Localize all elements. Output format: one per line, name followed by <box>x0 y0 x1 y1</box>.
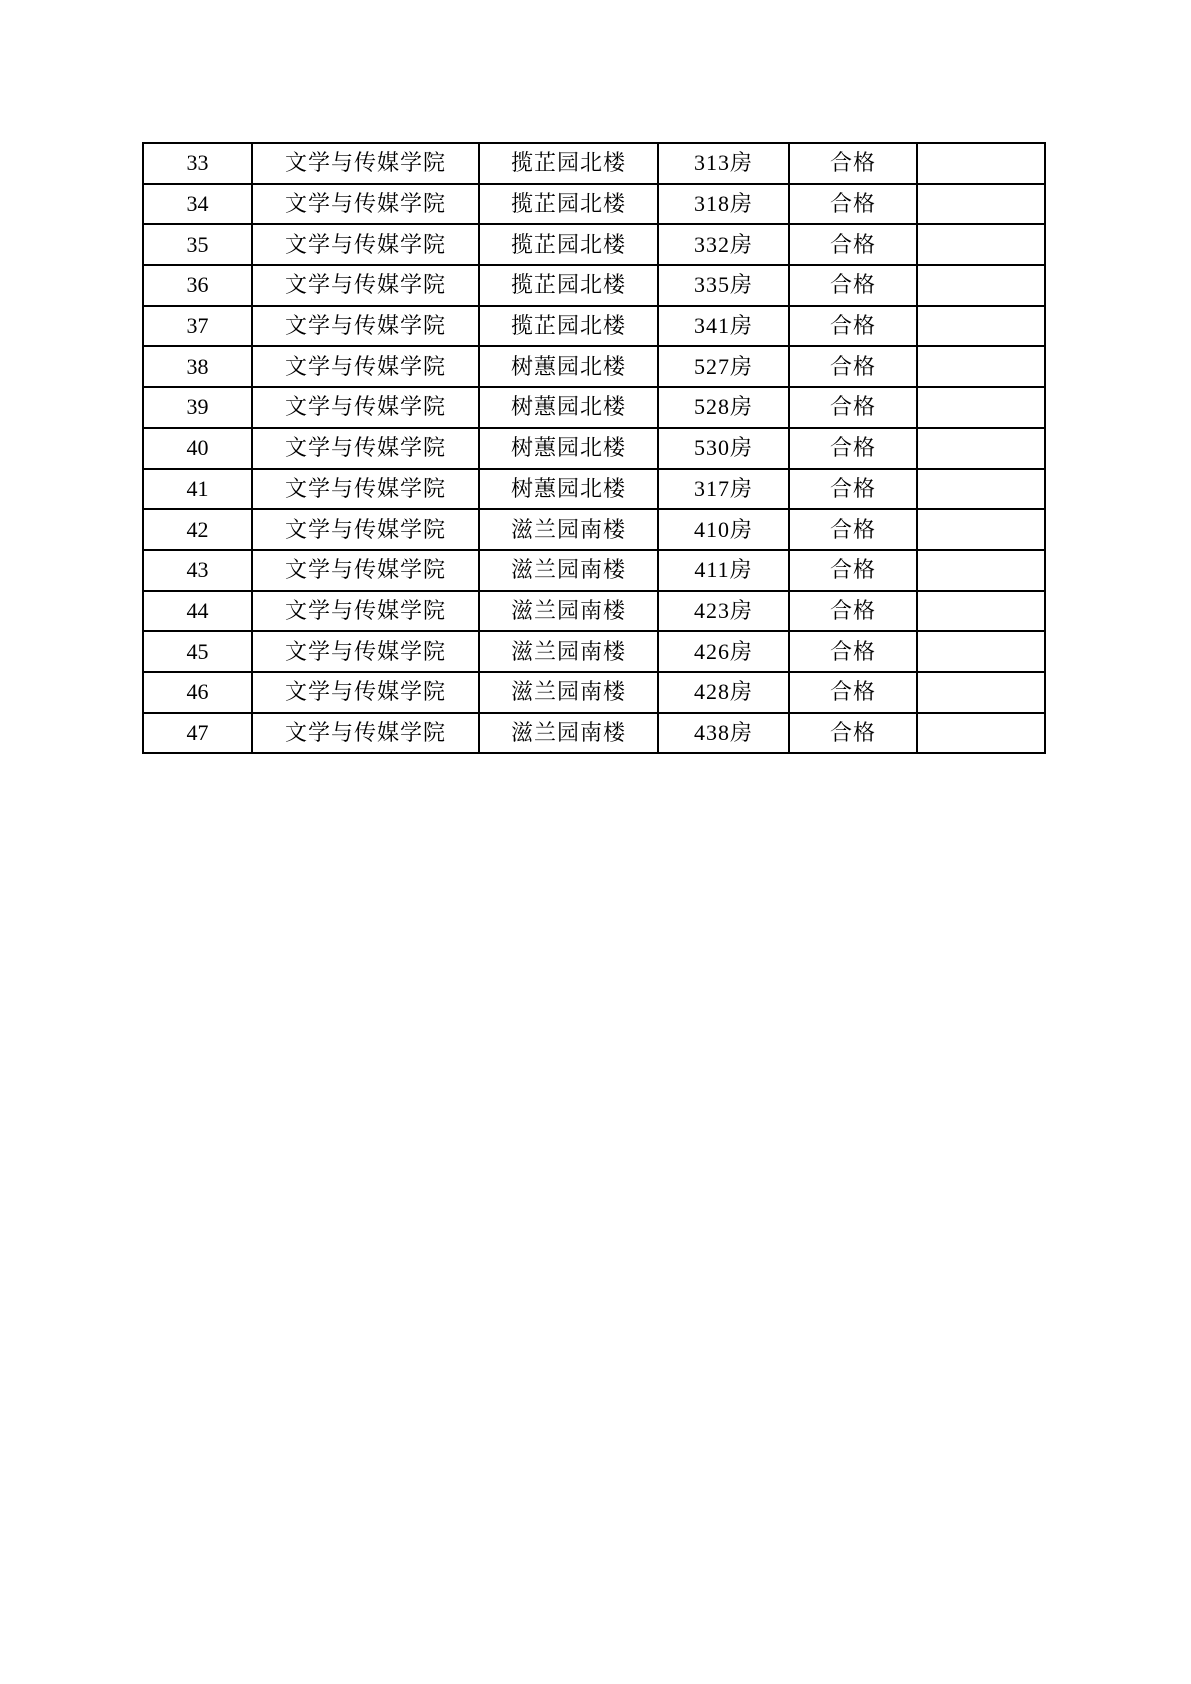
room-cell: 313房 <box>658 143 789 184</box>
table-row <box>143 509 1045 550</box>
college-cell: 文学与传媒学院 <box>252 346 479 387</box>
inspection-results-table <box>142 142 1046 754</box>
row-number-cell: 37 <box>143 306 252 347</box>
table-row <box>143 184 1045 225</box>
building-cell: 揽芷园北楼 <box>479 306 658 347</box>
result-cell: 合格 <box>789 509 917 550</box>
note-cell <box>917 143 1045 184</box>
row-number-cell: 45 <box>143 631 252 672</box>
result-cell: 合格 <box>789 346 917 387</box>
room-cell: 527房 <box>658 346 789 387</box>
row-number-cell: 34 <box>143 184 252 225</box>
result-cell: 合格 <box>789 550 917 591</box>
table-row <box>143 672 1045 713</box>
table-row <box>143 265 1045 306</box>
row-number-cell: 38 <box>143 346 252 387</box>
result-cell: 合格 <box>789 306 917 347</box>
note-cell <box>917 387 1045 428</box>
college-cell: 文学与传媒学院 <box>252 387 479 428</box>
table-row <box>143 469 1045 510</box>
row-number-cell: 41 <box>143 469 252 510</box>
note-cell <box>917 713 1045 754</box>
college-cell: 文学与传媒学院 <box>252 306 479 347</box>
room-cell: 318房 <box>658 184 789 225</box>
note-cell <box>917 509 1045 550</box>
row-number-cell: 36 <box>143 265 252 306</box>
result-cell: 合格 <box>789 265 917 306</box>
table-row <box>143 428 1045 469</box>
row-number-cell: 42 <box>143 509 252 550</box>
result-cell: 合格 <box>789 143 917 184</box>
row-number-cell: 40 <box>143 428 252 469</box>
table-row <box>143 306 1045 347</box>
room-cell: 438房 <box>658 713 789 754</box>
table-body <box>143 143 1045 753</box>
result-cell: 合格 <box>789 469 917 510</box>
college-cell: 文学与传媒学院 <box>252 143 479 184</box>
result-cell: 合格 <box>789 713 917 754</box>
college-cell: 文学与传媒学院 <box>252 224 479 265</box>
table-row <box>143 224 1045 265</box>
room-cell: 423房 <box>658 591 789 632</box>
college-cell: 文学与传媒学院 <box>252 631 479 672</box>
room-cell: 335房 <box>658 265 789 306</box>
result-cell: 合格 <box>789 387 917 428</box>
building-cell: 树蕙园北楼 <box>479 346 658 387</box>
building-cell: 滋兰园南楼 <box>479 631 658 672</box>
building-cell: 树蕙园北楼 <box>479 469 658 510</box>
building-cell: 揽芷园北楼 <box>479 184 658 225</box>
college-cell: 文学与传媒学院 <box>252 469 479 510</box>
room-cell: 426房 <box>658 631 789 672</box>
building-cell: 滋兰园南楼 <box>479 672 658 713</box>
building-cell: 滋兰园南楼 <box>479 591 658 632</box>
result-cell: 合格 <box>789 224 917 265</box>
college-cell: 文学与传媒学院 <box>252 428 479 469</box>
table-row <box>143 631 1045 672</box>
note-cell <box>917 224 1045 265</box>
room-cell: 528房 <box>658 387 789 428</box>
building-cell: 滋兰园南楼 <box>479 550 658 591</box>
row-number-cell: 43 <box>143 550 252 591</box>
note-cell <box>917 631 1045 672</box>
row-number-cell: 35 <box>143 224 252 265</box>
result-cell: 合格 <box>789 184 917 225</box>
college-cell: 文学与传媒学院 <box>252 509 479 550</box>
row-number-cell: 33 <box>143 143 252 184</box>
college-cell: 文学与传媒学院 <box>252 713 479 754</box>
table-row <box>143 143 1045 184</box>
college-cell: 文学与传媒学院 <box>252 550 479 591</box>
table-row <box>143 550 1045 591</box>
building-cell: 滋兰园南楼 <box>479 509 658 550</box>
room-cell: 530房 <box>658 428 789 469</box>
room-cell: 332房 <box>658 224 789 265</box>
note-cell <box>917 184 1045 225</box>
row-number-cell: 46 <box>143 672 252 713</box>
college-cell: 文学与传媒学院 <box>252 672 479 713</box>
note-cell <box>917 428 1045 469</box>
row-number-cell: 47 <box>143 713 252 754</box>
room-cell: 428房 <box>658 672 789 713</box>
building-cell: 滋兰园南楼 <box>479 713 658 754</box>
building-cell: 树蕙园北楼 <box>479 428 658 469</box>
room-cell: 410房 <box>658 509 789 550</box>
note-cell <box>917 346 1045 387</box>
table-row <box>143 591 1045 632</box>
row-number-cell: 44 <box>143 591 252 632</box>
result-cell: 合格 <box>789 591 917 632</box>
row-number-cell: 39 <box>143 387 252 428</box>
building-cell: 树蕙园北楼 <box>479 387 658 428</box>
note-cell <box>917 469 1045 510</box>
room-cell: 317房 <box>658 469 789 510</box>
building-cell: 揽芷园北楼 <box>479 143 658 184</box>
note-cell <box>917 306 1045 347</box>
college-cell: 文学与传媒学院 <box>252 265 479 306</box>
result-cell: 合格 <box>789 631 917 672</box>
result-cell: 合格 <box>789 428 917 469</box>
table-row <box>143 387 1045 428</box>
note-cell <box>917 550 1045 591</box>
note-cell <box>917 591 1045 632</box>
note-cell <box>917 672 1045 713</box>
note-cell <box>917 265 1045 306</box>
college-cell: 文学与传媒学院 <box>252 184 479 225</box>
room-cell: 341房 <box>658 306 789 347</box>
result-cell: 合格 <box>789 672 917 713</box>
room-cell: 411房 <box>658 550 789 591</box>
college-cell: 文学与传媒学院 <box>252 591 479 632</box>
table-row <box>143 346 1045 387</box>
building-cell: 揽芷园北楼 <box>479 265 658 306</box>
table-row <box>143 713 1045 754</box>
building-cell: 揽芷园北楼 <box>479 224 658 265</box>
